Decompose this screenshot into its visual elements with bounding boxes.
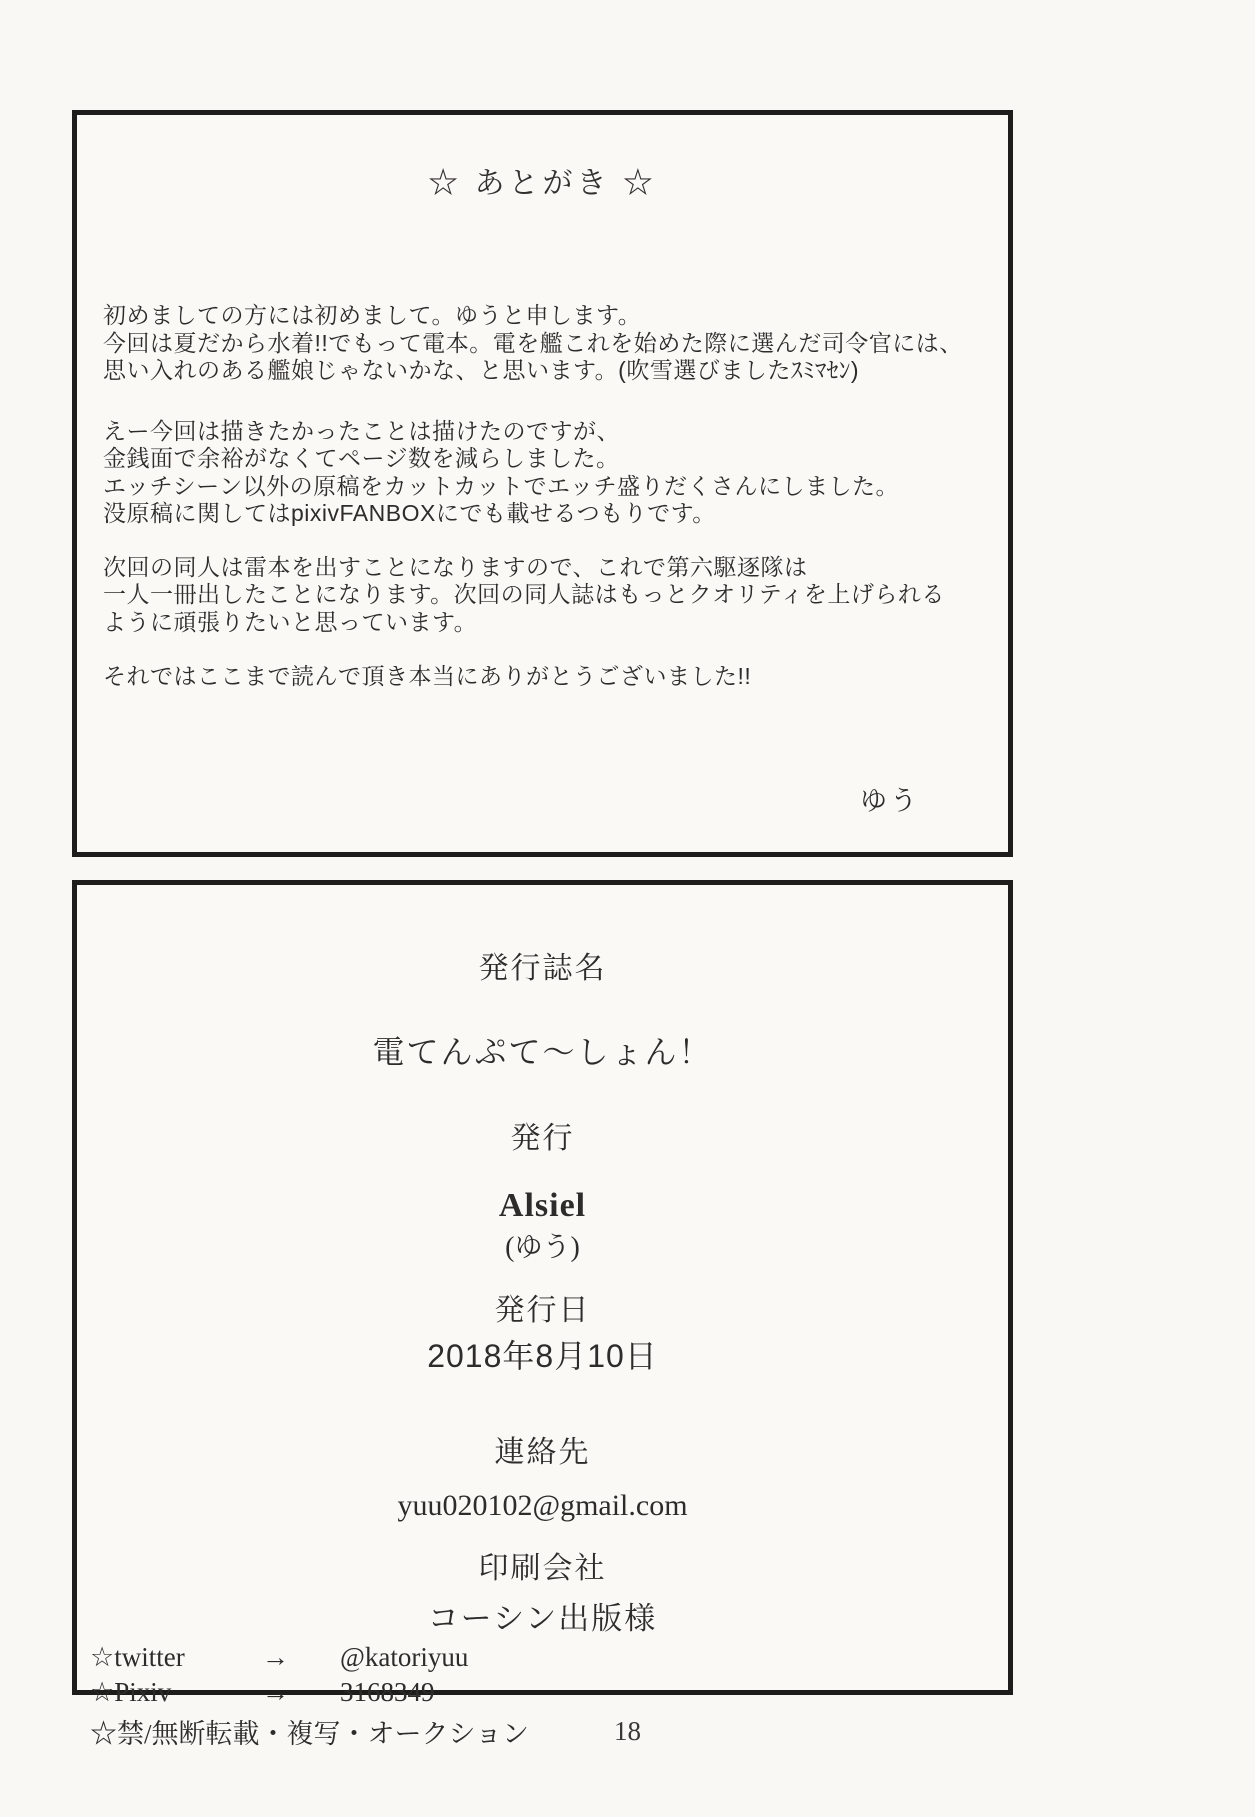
afterword-line: ように頑張りたいと思っています。 bbox=[103, 608, 478, 635]
afterword-title: ☆ あとがき ☆ bbox=[428, 167, 657, 200]
pixiv-id: 3168349 bbox=[340, 1677, 435, 1707]
afterword-paragraph-4 bbox=[103, 663, 998, 691]
publication-title: 電てんぷて〜しょん！ bbox=[372, 1034, 713, 1070]
afterword-line: 一人一冊出したことになります。次回の同人誌はもっとクオリティを上げられる bbox=[103, 581, 945, 607]
star-icon: ☆ bbox=[90, 1677, 115, 1707]
colophon-section bbox=[72, 880, 1013, 1749]
afterword-line: エッチシーン以外の原稿をカットカットでエッチ盛りだくさんにしました。 bbox=[103, 472, 900, 499]
publisher-alias: (ゆう) bbox=[505, 1232, 580, 1263]
arrow-icon: → bbox=[262, 1677, 289, 1707]
publication-name-label: 発行誌名 bbox=[478, 952, 607, 985]
twitter-link-row bbox=[90, 1642, 1008, 1673]
afterword-line: 思い入れのある艦娘じゃないかな、と思います。(吹雪選びましたｽﾐﾏｾﾝ) bbox=[103, 357, 859, 383]
pixiv-label-text: Pixiv bbox=[114, 1677, 172, 1707]
page-number: 18 bbox=[614, 1716, 641, 1746]
publisher-label: 発行 bbox=[510, 1122, 575, 1155]
afterword-line: 次回の同人は雷本を出すことになりますので、これで第六駆逐隊は bbox=[103, 553, 808, 580]
reproduction-prohibition-notice: ☆禁/無断転載・複写・オークション bbox=[90, 1719, 529, 1749]
twitter-label bbox=[90, 1642, 262, 1673]
printer-label: 印刷会社 bbox=[478, 1552, 607, 1585]
afterword-line: 今回は夏だから水着!!でもって電本。電を艦これを始めた際に選んだ司令官には、 bbox=[103, 329, 963, 356]
afterword-paragraph-2 bbox=[103, 418, 998, 528]
pixiv-link-row bbox=[90, 1677, 1008, 1708]
printer-name: コーシン出版様 bbox=[427, 1601, 658, 1636]
publication-date-value: 2018年8月10日 bbox=[427, 1338, 658, 1374]
pixiv-label bbox=[90, 1677, 262, 1708]
afterword-line: 金銭面で余裕がなくてページ数を減らしました。 bbox=[103, 445, 620, 471]
afterword-line: 没原稿に関してはpixivFANBOXにでも載せるつもりです。 bbox=[103, 500, 716, 526]
publication-date-label: 発行日 bbox=[494, 1294, 591, 1327]
afterword-signature: ゆう bbox=[860, 785, 920, 816]
arrow-icon: → bbox=[262, 1642, 289, 1672]
afterword-paragraph-3 bbox=[103, 554, 998, 637]
afterword-section bbox=[72, 110, 1013, 857]
twitter-handle: @katoriyuu bbox=[340, 1642, 469, 1672]
contact-label: 連絡先 bbox=[494, 1436, 591, 1469]
star-icon: ☆ bbox=[90, 1642, 115, 1672]
twitter-label-text: twitter bbox=[114, 1642, 185, 1672]
contact-email: yuu020102@gmail.com bbox=[397, 1489, 688, 1522]
afterword-line: えー今回は描きたかったことは描けたのですが、 bbox=[103, 417, 620, 444]
publisher-name: Alsiel bbox=[498, 1187, 587, 1224]
afterword-paragraph-1 bbox=[103, 302, 998, 385]
afterword-line: それではここまで読んで頂き本当にありがとうございました!! bbox=[103, 663, 752, 689]
afterword-body bbox=[77, 302, 1008, 691]
author-links bbox=[77, 1642, 1008, 1708]
afterword-line: 初めましての方には初めまして。ゆうと申します。 bbox=[103, 302, 642, 328]
